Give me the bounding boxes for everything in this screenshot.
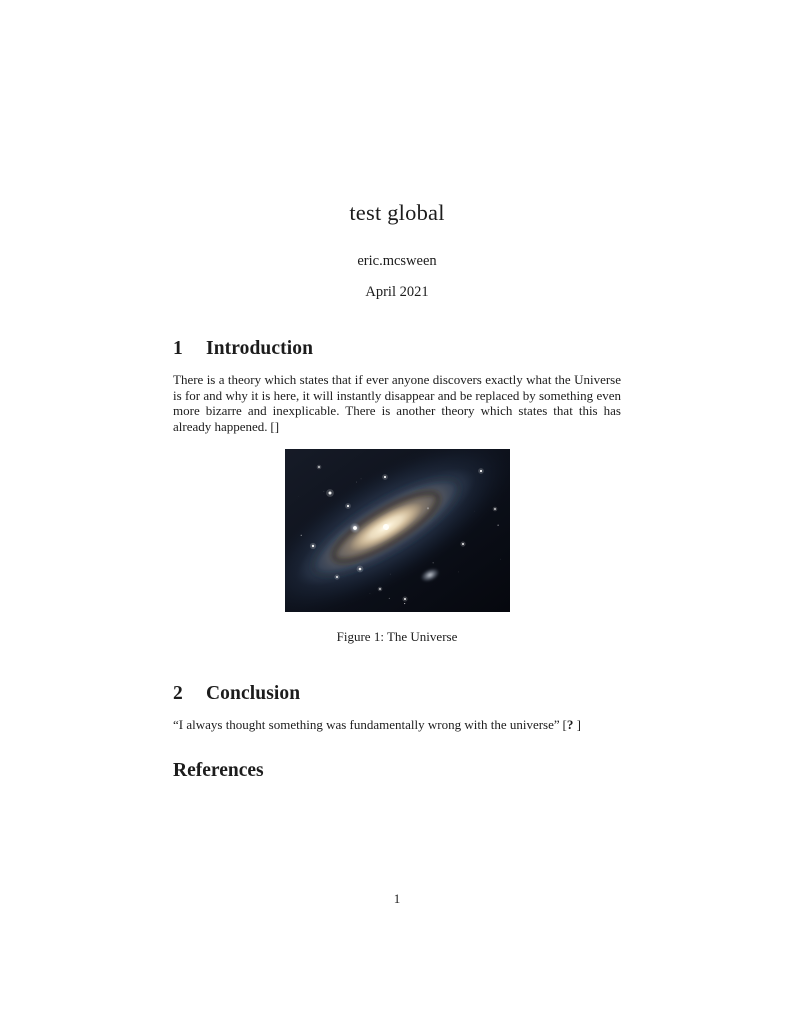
citation-question-mark: ? [566, 717, 574, 733]
galaxy-photo [285, 449, 510, 612]
empty-citation-bracket: [] [270, 418, 280, 434]
document-author: eric.mcsween [357, 253, 437, 269]
unresolved-citation [563, 717, 581, 732]
document-title: test global [349, 200, 445, 225]
document-date: April 2021 [365, 284, 429, 300]
figure-1 [173, 449, 621, 645]
conclusion-paragraph [173, 717, 621, 733]
introduction-text: There is a theory which states that if ever anyone discovers exactly what the Universe is for and why it is here, it will instantly disappear and be replaced by something even more bizarre and inexplicable. There is another theory which states that this has already happened. [173, 372, 621, 434]
citation-close-bracket: ] [573, 717, 581, 733]
citation-open-bracket: [ [562, 717, 567, 733]
section-heading-introduction [173, 338, 621, 360]
introduction-paragraph [173, 372, 621, 434]
page-number: 1 [393, 891, 401, 906]
section-number: 1 [173, 338, 183, 359]
references-heading: References [173, 759, 264, 781]
section-title: Conclusion [206, 683, 301, 705]
section-title: Introduction [206, 338, 314, 359]
figure-caption: Figure 1: The Universe [336, 629, 458, 645]
section-number: 2 [173, 683, 183, 705]
conclusion-text: “I always thought something was fundamentally wrong with the universe” [173, 717, 560, 733]
section-heading-conclusion [173, 683, 621, 705]
bright-foreground-star [349, 523, 360, 534]
